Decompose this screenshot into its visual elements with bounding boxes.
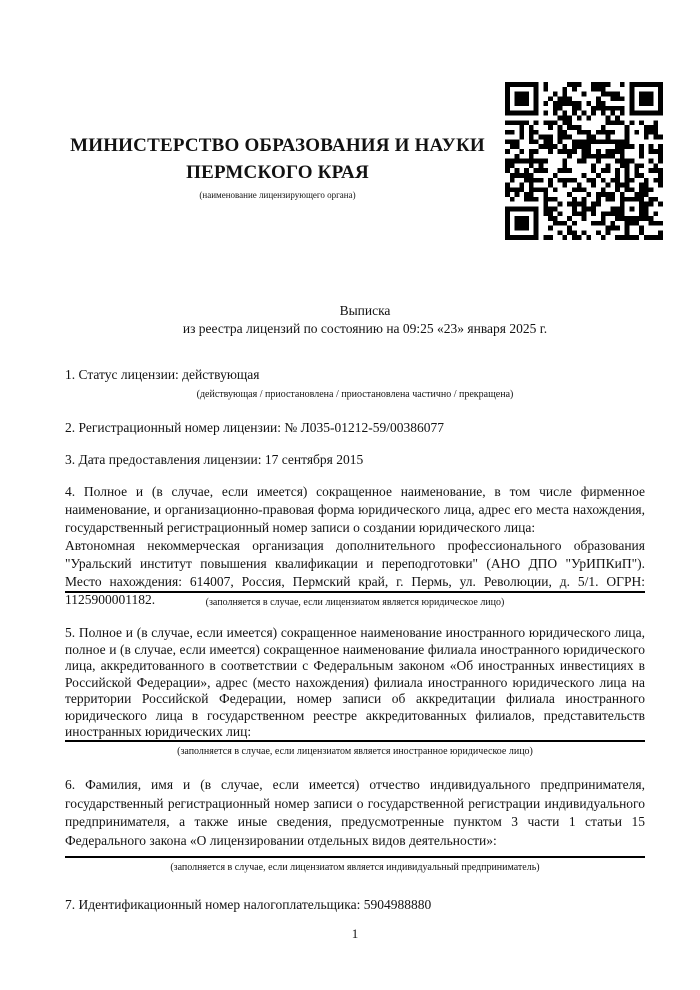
horizontal-rule <box>65 740 645 742</box>
page-number: 1 <box>351 926 359 941</box>
document-title-line1: Выписка <box>339 303 391 318</box>
item-taxpayer-number: 7. Идентификационный номер налогоплательщика: 5904988880 <box>65 897 432 912</box>
document-title <box>75 302 655 338</box>
legal-entity-caption: (заполняется в случае, если лицензиатом является юридическое лицо) <box>205 597 505 608</box>
document-title-line2: из реестра лицензий по состоянию на 09:25 «23» января 2025 г. <box>182 321 548 336</box>
item-foreign-entity-label: 5. Полное и (в случае, если имеется) сокращенное наименование иностранного юридического лица, полное и (в случае, если имеется) сокращенное наименование филиала иностранного юридического лица, аккредитованного в соответствии с Федеральным законом «Об иностранных инвестициях в Российской Федерации», адрес (место нахождения) филиала иностранного юридического лица на территории Российской Федерации, номер записи об аккредитации филиала иностранного юридического лица в государственном реестре аккредитованных филиалов, представительств иностранных юридических лиц: <box>65 625 645 739</box>
foreign-entity-fill-line <box>65 740 645 758</box>
qr-code <box>505 82 663 240</box>
item-registration-number: 2. Регистрационный номер лицензии: № Л035-01212-59/00386077 <box>65 420 445 435</box>
individual-entrepreneur-fill-line <box>65 856 645 874</box>
foreign-entity-caption: (заполняется в случае, если лицензиатом является иностранное юридическое лицо) <box>177 746 533 757</box>
legal-entity-fill-line <box>65 591 645 609</box>
item-foreign-entity <box>65 625 645 741</box>
horizontal-rule <box>65 856 645 858</box>
org-name-line1: МИНИСТЕРСТВО ОБРАЗОВАНИЯ И НАУКИ <box>70 135 485 156</box>
item-individual-entrepreneur <box>65 776 645 850</box>
item-individual-entrepreneur-label: 6. Фамилия, имя и (в случае, если имеется) отчество индивидуального предпринимателя, государственный регистрационный номер записи о государственной регистрации индивидуального предпринимателя, а также иные сведения, предусмотренные пунктом 3 части 1 статьи 15 Федерального закона «О лицензировании отдельных видов деятельности»: <box>65 777 645 848</box>
item-license-status: 1. Статус лицензии: действующая <box>65 367 260 382</box>
item-grant-date: 3. Дата предоставления лицензии: 17 сентября 2015 <box>65 452 364 467</box>
horizontal-rule <box>65 591 645 593</box>
item-license-status-caption: (действующая / приостановлена / приостановлена частично / прекращена) <box>196 389 514 400</box>
individual-entrepreneur-caption: (заполняется в случае, если лицензиатом является индивидуальный предприниматель) <box>170 862 540 873</box>
licensing-authority-header <box>65 132 490 200</box>
item-legal-entity-label: 4. Полное и (в случае, если имеется) сокращенное наименование, в том числе фирменное наименование, и организационно-правовая форма юридического лица, адрес его места нахождения, государственный регистрационный номер записи о создании юридического лица: <box>65 484 645 535</box>
item-legal-entity-value: Автономная некоммерческая организация дополнительного профессионального образования "Уральский институт повышения квалификации и переподготовки" (АНО ДПО "УрИПКиП"). Место нахождения: 614007, Россия, Пермский край, г. Пермь, ул. Революции, д. 5/1. ОГРН: 1125900001182. <box>65 538 645 607</box>
org-name-caption: (наименование лицензирующего органа) <box>199 190 356 200</box>
org-name-line2: ПЕРМСКОГО КРАЯ <box>186 162 369 183</box>
